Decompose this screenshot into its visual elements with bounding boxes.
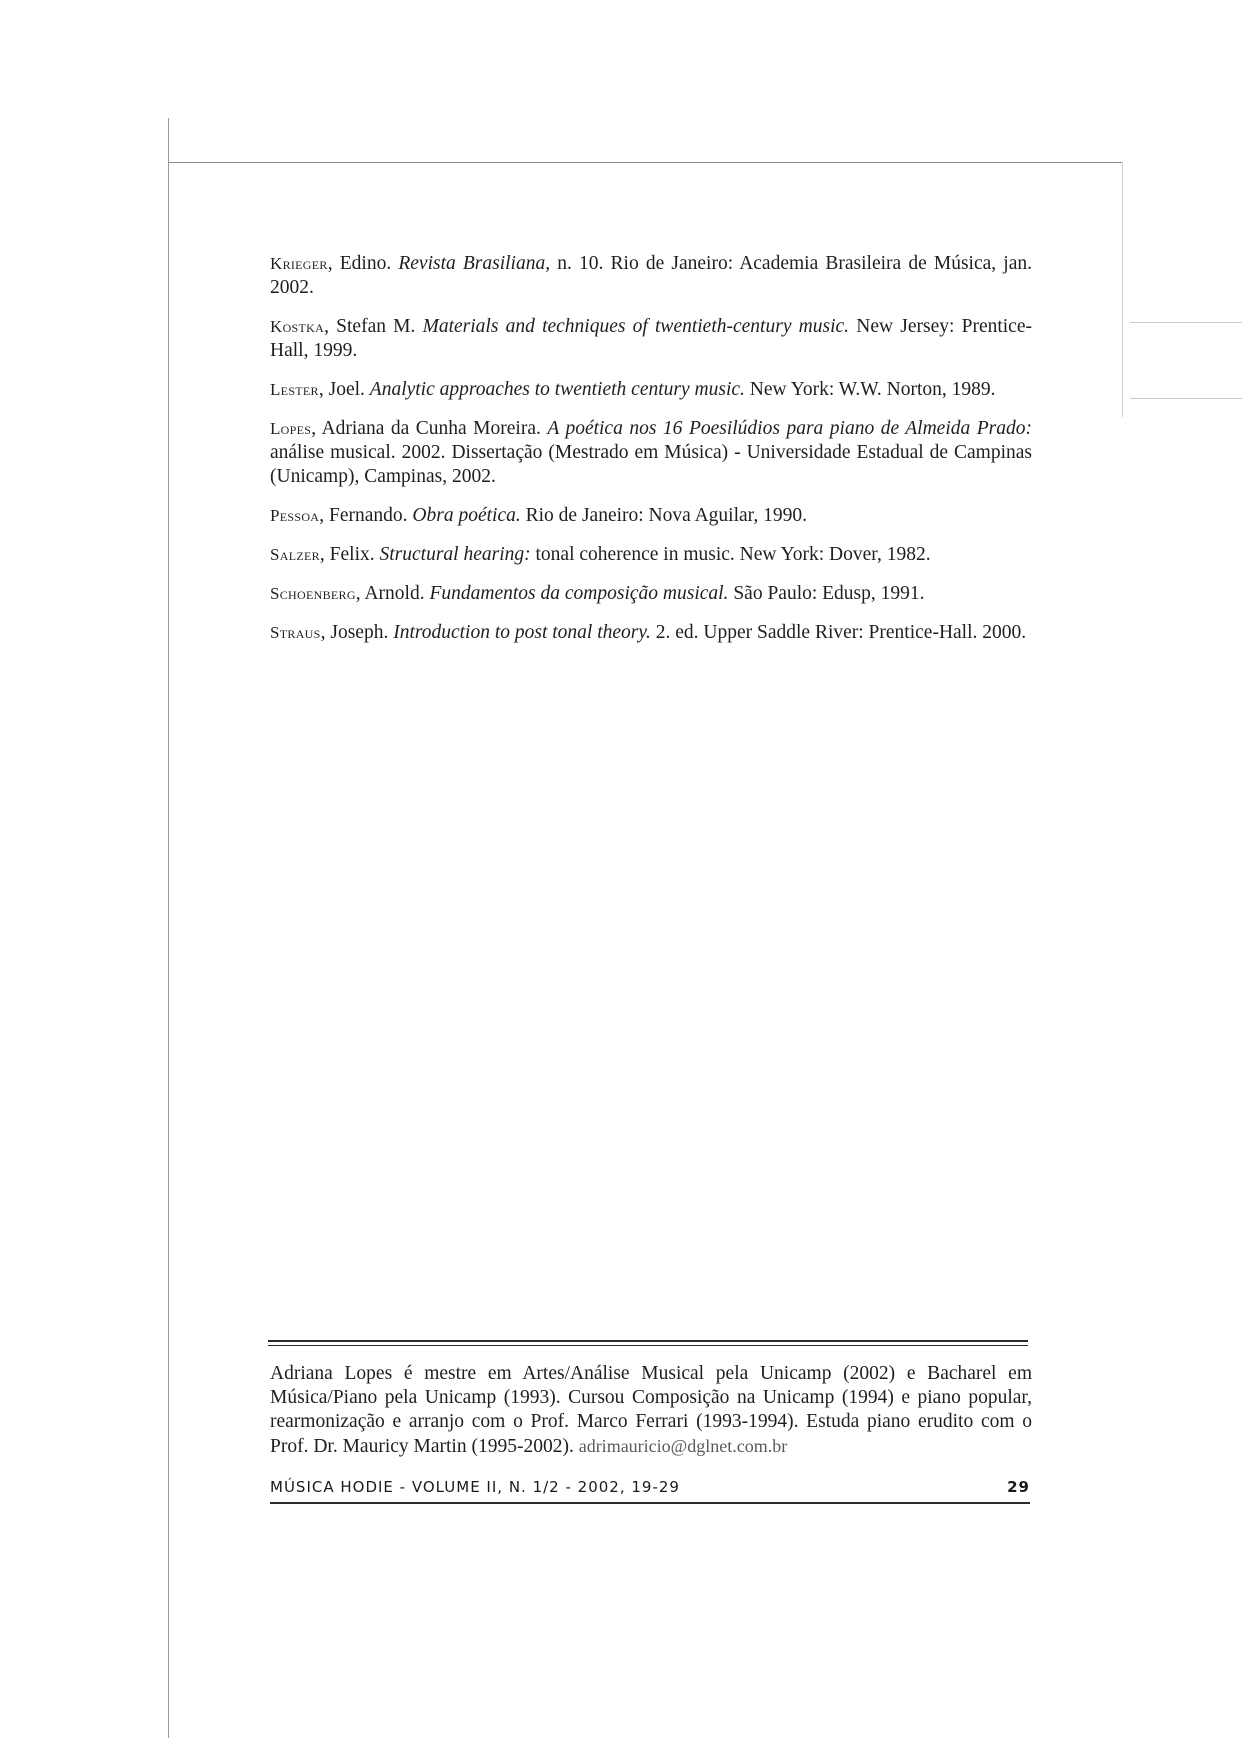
reference-list <box>270 252 1032 660</box>
reference-author: Pessoa <box>270 506 320 525</box>
page-number: 29 <box>1007 1478 1030 1496</box>
reference-author-given: , Arnold. <box>355 583 430 604</box>
reference-details: São Paulo: Edusp, 1991. <box>728 583 925 604</box>
scan-mark <box>1130 398 1242 399</box>
reference-title: Revista Brasiliana, <box>398 253 551 274</box>
reference-author-given: , Felix. <box>319 544 380 565</box>
reference-title: Analytic approaches to twentieth century music. <box>369 379 745 400</box>
page-footer <box>270 1478 1030 1504</box>
reference-entry <box>270 378 1032 402</box>
reference-details: Rio de Janeiro: Nova Aguilar, 1990. <box>520 505 808 526</box>
section-divider <box>268 1345 1028 1346</box>
reference-title: Fundamentos da composição musical. <box>429 583 729 604</box>
reference-details: n. 10. Rio de Janeiro: Academia Brasileira de Música, jan. 2002. <box>270 253 1032 298</box>
journal-citation: MÚSICA HODIE - VOLUME II, N. 1/2 - 2002, 19-29 <box>270 1478 680 1496</box>
reference-entry <box>270 621 1032 645</box>
reference-title: A poética nos 16 Poesilúdios para piano de Almeida Prado: <box>547 418 1033 439</box>
reference-title: Obra poética. <box>412 505 521 526</box>
reference-entry <box>270 504 1032 528</box>
reference-entry <box>270 543 1032 567</box>
reference-author-given: , Edino. <box>327 253 399 274</box>
reference-details: tonal coherence in music. New York: Dover, 1982. <box>530 544 931 565</box>
reference-title: Materials and techniques of twentieth-century music. <box>422 316 850 337</box>
reference-author: Kostka <box>270 317 325 336</box>
reference-details: New York: W.W. Norton, 1989. <box>744 379 996 400</box>
scan-edge-top <box>168 162 1123 163</box>
reference-title: Introduction to post tonal theory. <box>393 622 651 643</box>
author-bio <box>270 1362 1032 1459</box>
reference-entry <box>270 252 1032 300</box>
reference-details: New Jersey: Prentice-Hall, 1999. <box>270 316 1032 361</box>
reference-author-given: , Stefan M. <box>324 316 423 337</box>
reference-author-given: , Fernando. <box>319 505 413 526</box>
scan-mark <box>1130 322 1242 323</box>
reference-author: Salzer <box>270 545 320 564</box>
reference-entry <box>270 417 1032 489</box>
reference-author: Straus <box>270 623 321 642</box>
reference-details: análise musical. 2002. Dissertação (Mestrado em Música) - Universidade Estadual de Campinas (Unicamp), Campinas, 2002. <box>270 442 1032 487</box>
reference-details: 2. ed. Upper Saddle River: Prentice-Hall. 2000. <box>650 622 1027 643</box>
reference-entry <box>270 582 1032 606</box>
reference-entry <box>270 315 1032 363</box>
reference-author-given: , Adriana da Cunha Moreira. <box>311 418 548 439</box>
scan-edge-left <box>168 118 169 1738</box>
scan-edge-right <box>1122 162 1123 417</box>
section-divider <box>268 1340 1028 1342</box>
reference-author-given: , Joel. <box>318 379 370 400</box>
reference-title: Structural hearing: <box>379 544 531 565</box>
reference-author: Lopes <box>270 419 312 438</box>
author-email: adrimauricio@dglnet.com.br <box>578 1436 788 1456</box>
reference-author-given: , Joseph. <box>320 622 394 643</box>
reference-author: Krieger <box>270 254 328 273</box>
reference-author: Schoenberg <box>270 584 356 603</box>
author-bio-text: Adriana Lopes é mestre em Artes/Análise Musical pela Unicamp (2002) e Bacharel em Música/Piano pela Unicamp (1993). Cursou Composição na Unicamp (1994) e piano popular, rearmonização e arranjo com o Prof. Marco Ferrari (1993-1994). Estuda piano erudito com o Prof. Dr. Mauricy Martin (1995-2002). <box>270 1363 1032 1457</box>
reference-author: Lester <box>270 380 319 399</box>
